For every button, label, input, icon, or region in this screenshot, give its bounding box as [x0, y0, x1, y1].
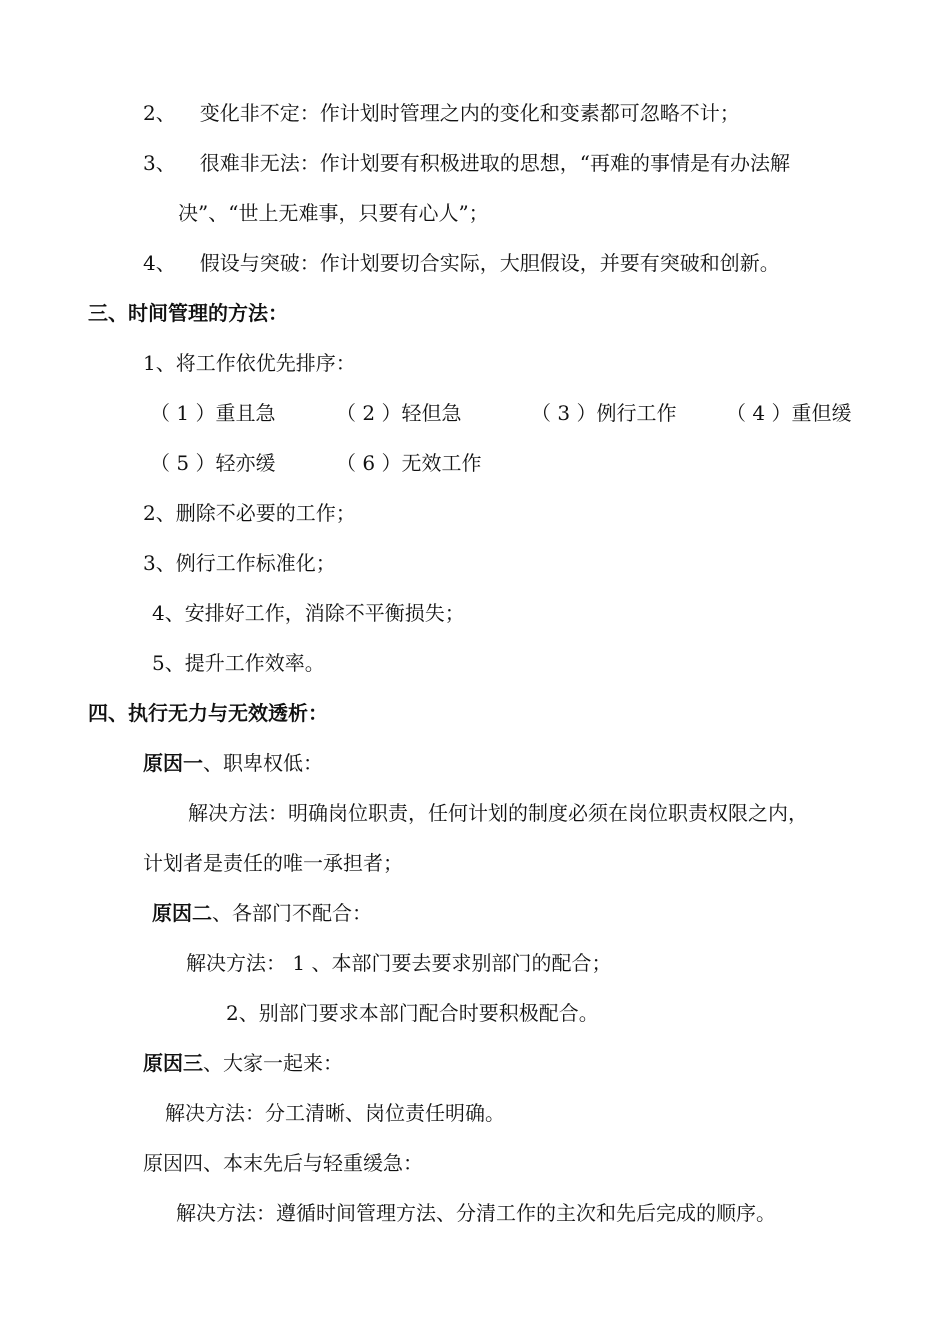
- reason-text: 、职卑权低：: [203, 751, 323, 775]
- solution-line: 解决方法：分工清晰、岗位责任明确。: [165, 1101, 505, 1125]
- item-text: 变化非不定：作计划时管理之内的变化和变素都可忽略不计；: [199, 101, 740, 125]
- reason-line: [143, 749, 323, 777]
- priority-item: （ 1 ）重且急: [150, 401, 276, 425]
- reason-text: 、大家一起来：: [203, 1051, 343, 1075]
- list-item: 3、例行工作标准化；: [143, 551, 336, 575]
- solution-line: 解决方法：遵循时间管理方法、分清工作的主次和先后完成的顺序。: [176, 1201, 776, 1225]
- list-item: 4、安排好工作，消除不平衡损失；: [152, 601, 465, 625]
- section-heading: 三、时间管理的方法：: [88, 301, 288, 325]
- reason-text: 、各部门不配合：: [212, 901, 372, 925]
- solution-line: 解决方法：明确岗位职责，任何计划的制度必须在岗位职责权限之内，: [188, 801, 808, 825]
- item-number: 2、: [143, 101, 176, 125]
- list-item: [143, 149, 790, 177]
- item-number: 4、: [143, 251, 176, 275]
- priority-item: （ 5 ）轻亦缓: [150, 451, 276, 475]
- reason-line: 原因四、本末先后与轻重缓急：: [143, 1151, 423, 1175]
- priority-item: （ 3 ）例行工作: [531, 401, 677, 425]
- reason-line: [152, 899, 372, 927]
- item-number: 3、: [143, 151, 176, 175]
- item-text: 假设与突破：作计划要切合实际，大胆假设，并要有突破和创新。: [199, 251, 780, 275]
- solution-line: 解决方法： 1 、本部门要去要求别部门的配合；: [186, 951, 612, 975]
- list-item: 5、提升工作效率。: [152, 651, 325, 675]
- solution-line: 2、别部门要求本部门配合时要积极配合。: [226, 1001, 599, 1025]
- priority-item: （ 2 ）轻但急: [336, 401, 462, 425]
- reason-label: 原因二: [152, 901, 212, 925]
- priority-item: （ 4 ）重但缓: [726, 401, 852, 425]
- list-item-continuation: 决”、“世上无难事，只要有心人”；: [178, 201, 489, 225]
- reason-label: 原因一: [143, 751, 203, 775]
- list-item: [143, 99, 740, 127]
- reason-label: 原因三: [143, 1051, 203, 1075]
- priority-item: （ 6 ）无效工作: [336, 451, 482, 475]
- list-item: 1、将工作依优先排序：: [143, 351, 356, 375]
- section-heading: 四、执行无力与无效透析：: [88, 701, 328, 725]
- list-item: [143, 249, 780, 277]
- item-text: 很难非无法：作计划要有积极进取的思想，“再难的事情是有办法解: [199, 151, 790, 175]
- reason-line: [143, 1049, 343, 1077]
- solution-line: 计划者是责任的唯一承担者；: [143, 851, 403, 875]
- list-item: 2、删除不必要的工作；: [143, 501, 356, 525]
